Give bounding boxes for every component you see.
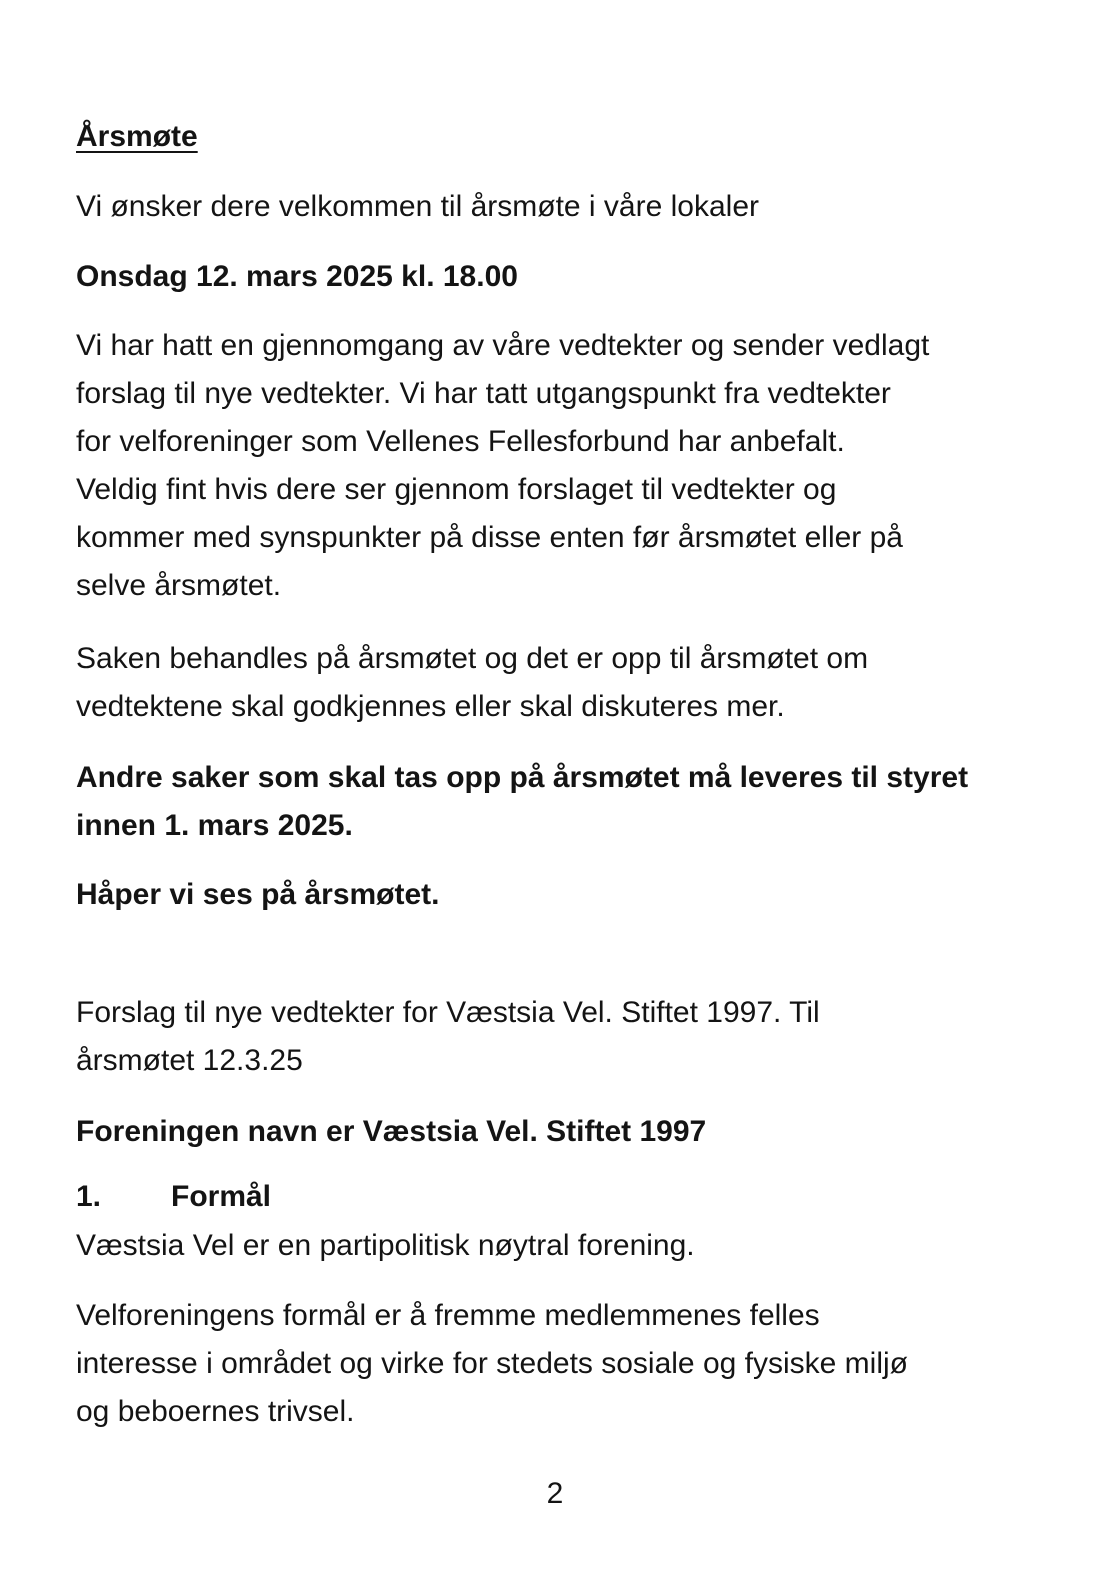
paragraph-line: og beboernes trivsel. — [76, 1395, 355, 1428]
meeting-date: Onsdag 12. mars 2025 kl. 18.00 — [76, 260, 518, 293]
purpose-paragraph — [76, 1292, 1046, 1436]
section-heading — [76, 1173, 1046, 1221]
section-line: Væstsia Vel er en partipolitisk nøytral forening. — [76, 1229, 695, 1262]
paragraph-line: vedtektene skal godkjennes eller skal diskuteres mer. — [76, 690, 785, 723]
paragraph-line: Saken behandles på årsmøtet og det er opp til årsmøtet om — [76, 642, 869, 675]
paragraph-line: kommer med synspunkter på disse enten før årsmøtet eller på — [76, 521, 903, 554]
paragraph-line: innen 1. mars 2025. — [76, 809, 353, 842]
deadline-paragraph — [76, 754, 1046, 850]
paragraph-line: Vi har hatt en gjennomgang av våre vedtekter og sender vedlagt — [76, 329, 930, 362]
paragraph-line: Andre saker som skal tas opp på årsmøtet må leveres til styret — [76, 761, 969, 794]
proposal-intro — [76, 989, 1046, 1085]
welcome-text: Vi ønsker dere velkommen til årsmøte i våre lokaler — [76, 190, 759, 223]
association-name: Foreningen navn er Væstsia Vel. Stiftet 1997 — [76, 1115, 707, 1148]
case-paragraph — [76, 635, 1046, 731]
review-paragraph — [76, 322, 1046, 610]
section-title: Formål — [171, 1180, 272, 1213]
paragraph-line: Veldig fint hvis dere ser gjennom forslaget til vedtekter og — [76, 473, 837, 506]
paragraph-line: årsmøtet 12.3.25 — [76, 1044, 303, 1077]
paragraph-line: selve årsmøtet. — [76, 569, 282, 602]
closing-text: Håper vi ses på årsmøtet. — [76, 878, 440, 911]
paragraph-line: Forslag til nye vedtekter for Væstsia Vel. Stiftet 1997. Til — [76, 996, 820, 1029]
paragraph-line: interesse i området og virke for stedets sosiale og fysiske miljø — [76, 1347, 908, 1380]
page-number: 2 — [546, 1477, 564, 1510]
page-title: Årsmøte — [76, 120, 198, 153]
paragraph-line: forslag til nye vedtekter. Vi har tatt utgangspunkt fra vedtekter — [76, 377, 891, 410]
section-number: 1. — [76, 1180, 102, 1213]
paragraph-line: Velforeningens formål er å fremme medlemmenes felles — [76, 1299, 820, 1332]
paragraph-line: for velforeninger som Vellenes Fellesforbund har anbefalt. — [76, 425, 845, 458]
